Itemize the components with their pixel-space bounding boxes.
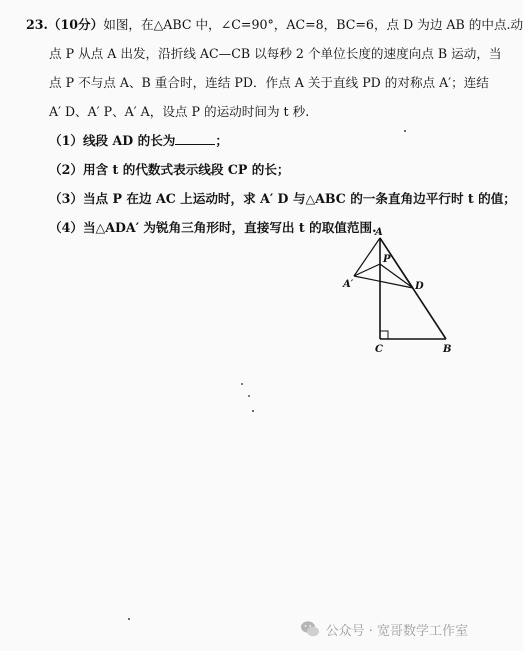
triangle-figure [340, 226, 458, 356]
problem-intro-line-2: 点 P 从点 A 出发，沿折线 AC—CB 以每秒 2 个单位长度的速度向点 B 运动，当 [49, 46, 502, 61]
question-1 [26, 126, 460, 155]
scan-speck [128, 618, 130, 620]
problem-number: 23. [26, 17, 48, 32]
label-C: C [375, 344, 383, 355]
scan-speck [404, 130, 406, 132]
right-angle-mark [380, 331, 388, 339]
scan-speck [252, 410, 254, 412]
question-1-text: （1）线段 AD 的长为 [49, 133, 176, 148]
label-B: B [443, 344, 452, 355]
watermark-text: 公众号 · 宽哥数学工作室 [325, 623, 468, 639]
question-2: （2）用含 t 的代数式表示线段 CP 的长； [49, 162, 290, 177]
problem-intro-text-1: 如图，在△ABC 中，∠C=90°，AC=8，BC=6，点 D 为边 AB 的中点.动 [103, 17, 523, 32]
question-4: （4）当△ADA′ 为锐角三角形时，直接写出 t 的取值范围. [49, 220, 377, 235]
triangle-diagram [340, 226, 458, 356]
problem-intro-line-1 [26, 10, 523, 39]
label-D: D [415, 281, 424, 292]
label-A: A [375, 227, 383, 238]
wechat-icon [300, 619, 320, 639]
problem-intro-line-4: A′ D、A′ P、A′ A，设点 P 的运动时间为 t 秒. [49, 104, 310, 119]
problem-intro-line-3: 点 P 不与点 A、B 重合时，连结 PD．作点 A 关于直线 PD 的对称点 A′；连结 [49, 75, 489, 90]
watermark [300, 619, 468, 639]
problem-23 [26, 10, 523, 242]
problem-score: （10分） [47, 17, 104, 32]
question-1-suffix: ； [215, 133, 228, 148]
scan-speck [248, 395, 250, 397]
label-A-prime: A′ [343, 279, 354, 290]
question-3: （3）当点 P 在边 AC 上运动时，求 A′ D 与△ABC 的一条直角边平行时 t 的值； [49, 191, 516, 206]
label-P: P [383, 254, 391, 265]
scan-speck [241, 383, 243, 385]
answer-blank [175, 132, 215, 145]
